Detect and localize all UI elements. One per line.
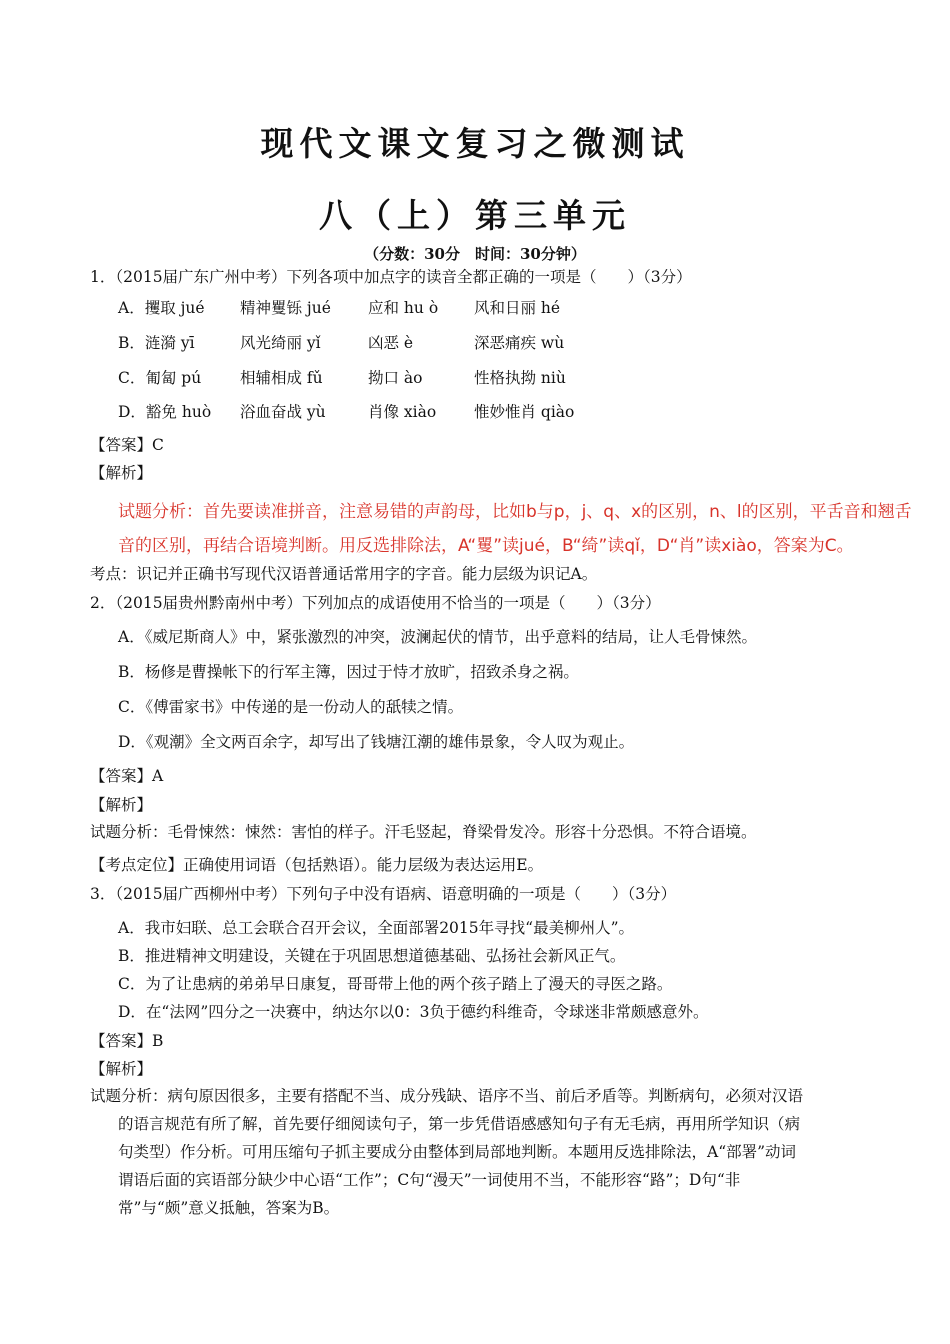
q2-analysis-label: 【解析】: [90, 796, 153, 814]
q1-option-b-4: 深恶痛疾 wù: [474, 334, 565, 352]
q2-point: 【考点定位】正确使用词语（包括熟语）。能力层级为表达运用E。: [90, 856, 544, 874]
q1-analysis-label: 【解析】: [90, 464, 153, 482]
q2-stem: 2．（2015届贵州黔南州中考）下列加点的成语使用不恰当的一项是（ ）（3分）: [90, 594, 661, 612]
q1-option-a-2: 精神矍铄 jué: [240, 299, 331, 317]
q1-option-d-2: 浴血奋战 yù: [240, 403, 326, 421]
q1-option-a-1: A．攫取 jué: [118, 299, 205, 317]
q1-analysis-line-1: 试题分析：首先要读准拼音，注意易错的声韵母，比如b与p，j、q、x的区别，n、l的区别，平舌音和翘舌: [118, 502, 912, 522]
q3-option-b: B．推进精神文明建设，关键在于巩固思想道德基础、弘扬社会新风正气。: [118, 947, 626, 965]
q3-analysis-line-3: 句类型）作分析。可用压缩句子抓主要成分由整体到局部地判断。本题用反选排除法，A“部署”动词: [118, 1143, 797, 1161]
q1-stem: 1．（2015届广东广州中考）下列各项中加点字的读音全都正确的一项是（ ）（3分）: [90, 268, 692, 286]
q3-analysis-line-2: 的语言规范有所了解，首先要仔细阅读句子，第一步凭借语感感知句子有无毛病，再用所学知识（病: [118, 1115, 801, 1133]
q3-analysis-line-4: 谓语后面的宾语部分缺少中心语“工作”；C句“漫天”一词使用不当，不能形容“路”；D句“非: [118, 1171, 741, 1189]
q1-option-b-3: 凶恶 è: [368, 334, 414, 352]
q1-option-c-4: 性格执拗 niù: [474, 369, 566, 387]
unit-title: 八（上）第三单元: [319, 196, 631, 235]
q3-option-d: D．在“法网”四分之一决赛中，纳达尔以0：3负于德约科维奇，令球迷非常颇感意外。: [118, 1003, 709, 1021]
q3-option-c: C．为了让患病的弟弟早日康复，哥哥带上他的两个孩子踏上了漫天的寻医之路。: [118, 975, 673, 993]
page-title: 现代文课文复习之微测试: [260, 124, 690, 163]
q1-option-d-4: 惟妙惟肖 qiào: [474, 403, 575, 421]
q2-option-b: B．杨修是曹操帐下的行军主簿，因过于恃才放旷，招致杀身之祸。: [118, 663, 579, 681]
q2-option-c: C．《傅雷家书》中传递的是一份动人的舐犊之情。: [118, 698, 464, 716]
q1-option-d-1: D．豁免 huò: [118, 403, 212, 421]
q1-answer: 【答案】C: [90, 436, 164, 454]
q1-option-c-1: C．匍匐 pú: [118, 369, 202, 387]
q3-answer: 【答案】B: [90, 1032, 164, 1050]
q3-option-a: A．我市妇联、总工会联合召开会议，全面部署2015年寻找“最美柳州人”。: [118, 919, 634, 937]
q3-analysis-line-1: 试题分析：病句原因很多，主要有搭配不当、成分残缺、语序不当、前后矛盾等。判断病句，必须对汉语: [90, 1087, 804, 1105]
q1-option-c-3: 拗口 ào: [368, 369, 423, 387]
q2-option-a: A．《威尼斯商人》中，紧张激烈的冲突，波澜起伏的情节，出乎意料的结局，让人毛骨悚然。: [118, 628, 757, 646]
q3-analysis-line-5: 常”与“颇”意义抵触，答案为B。: [118, 1199, 340, 1217]
q2-answer: 【答案】A: [90, 767, 164, 785]
q1-analysis-line-2: 音的区别，再结合语境判断。用反选排除法，A“矍”读jué，B“绮”读qǐ，D“肖”读xiào，答案为C。: [118, 536, 854, 556]
q3-analysis-label: 【解析】: [90, 1060, 153, 1078]
q1-option-a-3: 应和 hu ò: [368, 299, 439, 317]
q3-stem: 3．（2015届广西柳州中考）下列句子中没有语病、语意明确的一项是（ ）（3分）: [90, 885, 677, 903]
q1-option-d-3: 肖像 xiào: [368, 403, 437, 421]
q1-point: 考点：识记并正确书写现代汉语普通话常用字的字音。能力层级为识记A。: [90, 565, 598, 583]
score-time: （分数：30分 时间：30分钟）: [364, 245, 586, 263]
q1-option-a-4: 风和日丽 hé: [474, 299, 561, 317]
q1-option-c-2: 相辅相成 fǔ: [240, 369, 323, 387]
q2-option-d: D．《观潮》全文两百余字，却写出了钱塘江潮的雄伟景象，令人叹为观止。: [118, 733, 635, 751]
q1-option-b-2: 风光绮丽 yǐ: [240, 334, 321, 352]
q1-option-b-1: B．涟漪 yī: [118, 334, 195, 352]
q2-analysis: 试题分析：毛骨悚然：悚然：害怕的样子。汗毛竖起，脊梁骨发冷。形容十分恐惧。不符合语境。: [90, 823, 757, 841]
